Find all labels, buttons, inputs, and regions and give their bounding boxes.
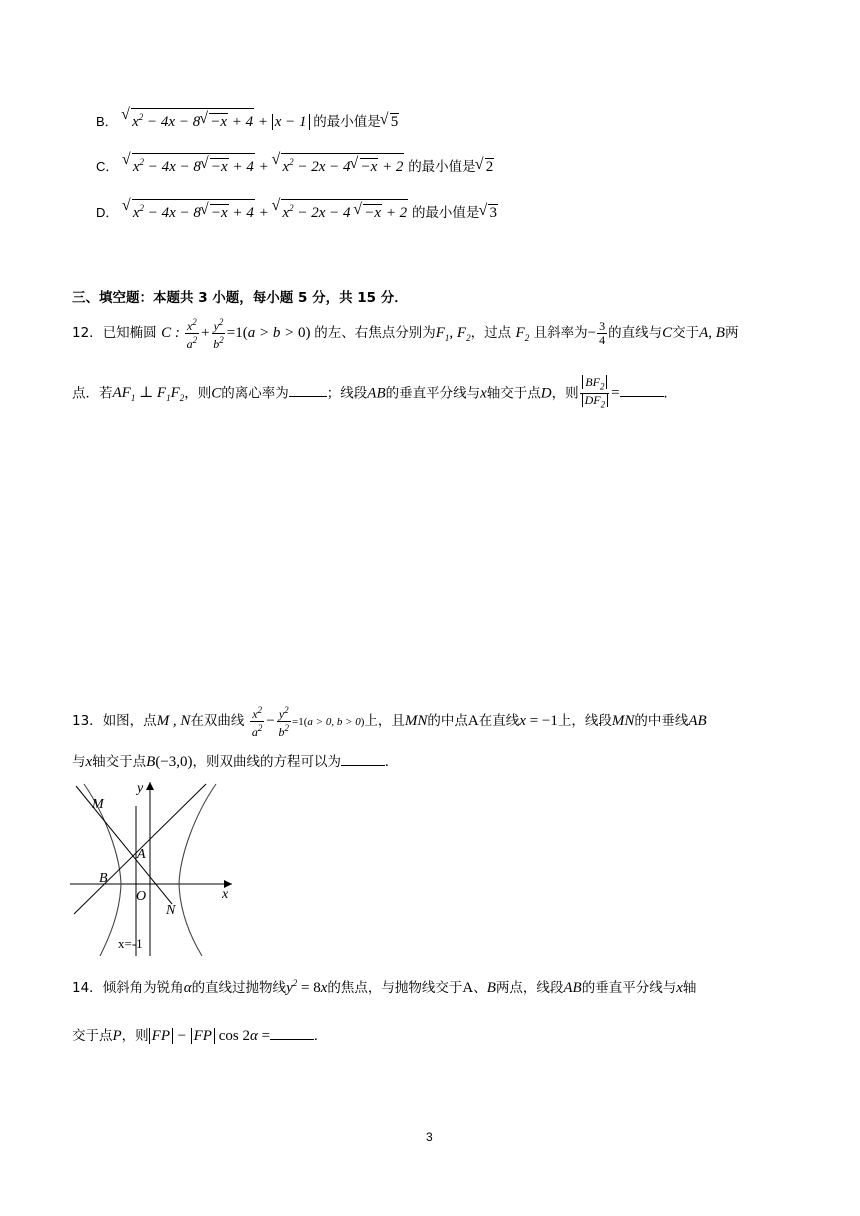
fig-label-x: x — [222, 887, 229, 902]
q12-ellipse-equation: C : $\frac{x^2}{a^2}$ + $\frac{y^2}{b^2}$ =1(a > b > 0) — [161, 317, 311, 351]
option-d-suffix: 的最小值是 — [411, 205, 480, 221]
fig-label-n: N — [166, 903, 176, 918]
q13-text: 轴交于点 — [92, 754, 147, 770]
q12-blank-2[interactable] — [620, 394, 664, 397]
q14-number: 14． — [72, 980, 103, 996]
q13-number: 13． — [72, 712, 103, 729]
option-d-label: D． — [96, 205, 119, 220]
q14-text: 的焦点，与抛物线交于 — [327, 980, 463, 996]
q12-text: ，过点 — [470, 324, 512, 341]
fig-label-o: O — [136, 889, 147, 904]
option-d: D． √ $x^2 - 4x - 8√ -x + 4$ + √ $x^2 - 2x - 4$ √ −x + 2 的最小值是√ 3 — [96, 199, 498, 222]
q12-text: ，则 — [184, 385, 212, 402]
q12-text: 的左、右焦点分别为 — [314, 324, 436, 341]
q14-line2: 交于点P，则 FP − FP cos 2α = . — [72, 1028, 318, 1044]
q13-text: 在直线 — [478, 712, 520, 729]
q13-text: 如图，点 — [102, 712, 157, 729]
option-b-suffix: 的最小值是 — [313, 114, 381, 130]
q12-text: 且斜率为 — [533, 324, 588, 341]
q14-text: 轴 — [682, 980, 697, 996]
q13-text: ，则双曲线的方程可以为 — [192, 754, 342, 770]
q12-number: 12． — [72, 324, 103, 341]
section-heading: 三、填空题：本题共 3 小题，每小题 5 分，共 15 分． — [72, 290, 408, 306]
q12-text: 已知椭圆 — [102, 324, 157, 341]
q12-text: ；线段 — [326, 385, 368, 402]
q12-text: ，则 — [551, 385, 579, 402]
q14-blank[interactable] — [270, 1037, 314, 1040]
q12-line2: 点．若$AF_1$ ⊥ $F_1F_2$，则C的离心率为 ；线段AB的垂直平分线与x轴交于点D，则 $\frac{BF_2}{DF_2}$ = . — [72, 375, 668, 410]
option-c-suffix: 的最小值是 — [408, 159, 476, 175]
fig-label-b: B — [99, 871, 108, 886]
q14-text: 的直线过抛物线 — [191, 980, 287, 996]
fig-label-line: x=-1 — [118, 936, 143, 951]
page-number: 3 — [426, 1130, 433, 1144]
q13-text: 与 — [72, 754, 86, 770]
fig-label-y: y — [137, 781, 144, 796]
q12-text: 交于 — [672, 324, 700, 341]
q14-text: 交于点 — [72, 1028, 113, 1044]
fig-label-m: M — [92, 797, 104, 812]
option-b-label: B． — [96, 114, 118, 129]
hyperbola-figure — [66, 776, 236, 958]
q13-text: 的中垂线 — [634, 712, 689, 729]
q13-blank[interactable] — [341, 763, 385, 766]
q12-text: 轴交于点 — [486, 385, 541, 402]
option-d-expression: √ $x^2 - 4x - 8√ -x + 4$ + √ $x^2 - 2x - 4$ √ −x + 2 — [123, 205, 412, 221]
q12-text: 点．若 — [72, 385, 113, 402]
q12-blank-1[interactable] — [289, 394, 327, 397]
q14-text: 两点，线段 — [495, 980, 564, 996]
q13-line1: 13．如图，点M , N在双曲线 $\frac{x^2}{a^2}$ − $\frac{y^2}{b^2}$ =1(a > 0, b > 0)上，且MN的中点A在直线x = −1上，线段MN的中垂线AB — [72, 705, 707, 739]
q13-text: 在双曲线 — [190, 712, 245, 729]
q12-text: 的直线与 — [608, 324, 663, 341]
q13-text: 上，且 — [364, 712, 405, 729]
q14-text: 的垂直平分线与 — [581, 980, 677, 996]
q13-text: 的中点 — [427, 712, 468, 729]
option-c-expression: √ $x^2 - 4x - 8√ -x + 4$ + √ $x^2 - 2x - 4√ -x + 2$ — [123, 159, 408, 175]
q14-line1: 14．倾斜角为锐角α的直线过抛物线$y^2 = 8x$的焦点，与抛物线交于A、B两点，线段AB的垂直平分线与x轴 — [72, 978, 697, 996]
q12-text: 的离心率为 — [221, 385, 289, 402]
q13-text: 上，线段 — [557, 712, 612, 729]
option-c-label: C． — [96, 159, 119, 174]
q12-text: 的垂直平分线与 — [385, 385, 481, 402]
q12-line1: 12．已知椭圆 C : $\frac{x^2}{a^2}$ + $\frac{y^2}{b^2}$ =1(a > b > 0) 的左、右焦点分别为$F_1$, $F_2$，过点 $F_2$ 且斜率为− $\frac{3}{4}$ 的直线与C交于A, B两 — [72, 317, 739, 351]
q14-text: ，则 — [121, 1028, 149, 1044]
q14-text: 、 — [473, 980, 487, 996]
fig-label-a: A — [137, 847, 146, 862]
q13-hyperbola-equation: $\frac{x^2}{a^2}$ − $\frac{y^2}{b^2}$ =1(a > 0, b > 0) — [251, 705, 365, 739]
q12-text: 两 — [724, 324, 739, 341]
option-b-expression: √ $x^2 - 4x - 8√ -x + 4 + x - 1$ — [122, 114, 313, 130]
q14-text: 倾斜角为锐角 — [102, 980, 184, 996]
option-c: C． √ $x^2 - 4x - 8√ -x + 4$ + √ $x^2 - 2x - 4√ -x + 2$ 的最小值是√ 2 — [96, 153, 494, 176]
option-b: B． √ $x^2 - 4x - 8√ -x + 4 + x - 1$ 的最小值是√ 5 — [96, 108, 399, 131]
q13-line2: 与x轴交于点B(−3,0)，则双曲线的方程可以为 . — [72, 754, 389, 770]
